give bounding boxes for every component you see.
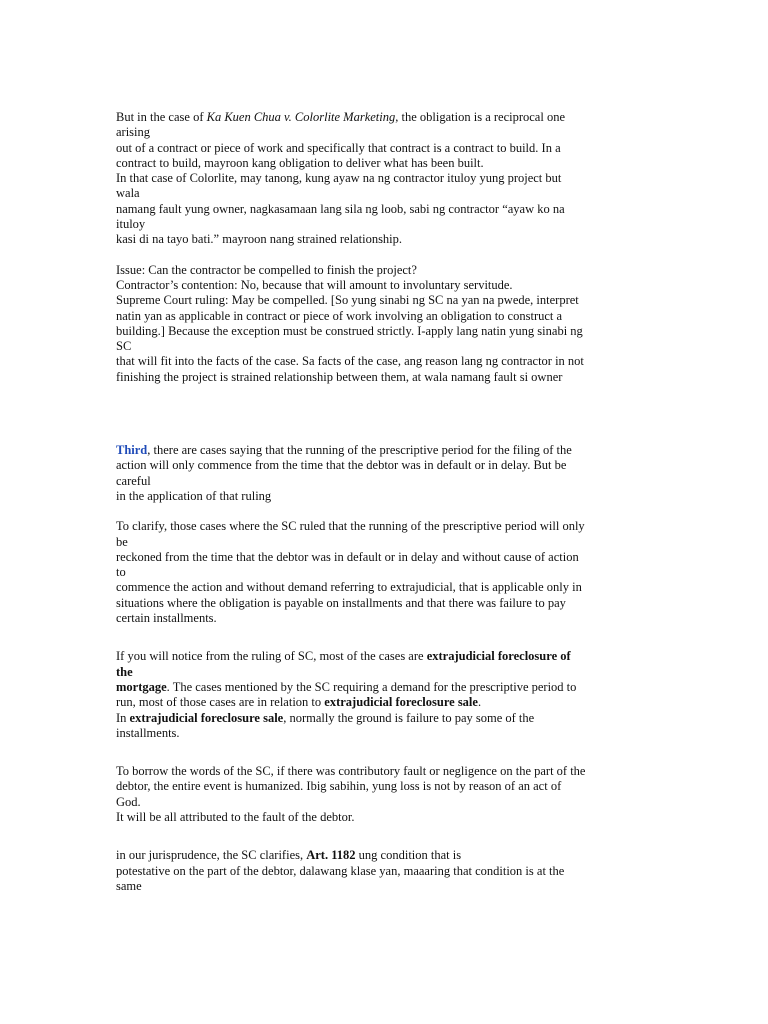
text-line: installments. xyxy=(116,725,180,740)
text-line: reckoned from the time that the debtor was in default or in delay and without cause of action xyxy=(116,549,579,564)
text-run: , normally the ground is failure to pay some of the xyxy=(283,710,535,725)
text-run: If you will notice from the ruling of SC, most of the cases are xyxy=(116,649,427,664)
paragraph-clarify xyxy=(116,519,656,626)
text-line: same xyxy=(116,878,142,893)
text-line: finishing the project is strained relationship between them, at wala namang fault si owner xyxy=(116,369,563,384)
text-line: kasi di na tayo bati.” mayroon nang strained relationship. xyxy=(116,232,403,247)
bold-term: mortgage xyxy=(116,679,167,694)
text-run: . The cases mentioned by the SC requiring a demand for the prescriptive period to xyxy=(166,679,577,694)
paragraph-art-1182 xyxy=(116,848,656,894)
text-line: ituloy xyxy=(116,217,146,232)
article-reference: Art. 1182 xyxy=(306,848,356,863)
text-run: in our jurisprudence, the SC clarifies, xyxy=(116,848,307,863)
spacer xyxy=(116,504,656,519)
text-line: To borrow the words of the SC, if there was contributory fault or negligence on the part of the xyxy=(116,764,586,779)
text-line: in the application of that ruling xyxy=(116,488,272,503)
bold-term: extrajudicial foreclosure sale xyxy=(324,695,478,710)
text-line: that will fit into the facts of the case. Sa facts of the case, ang reason lang ng contractor in not xyxy=(116,354,584,369)
text-line: building.] Because the exception must be construed strictly. I-apply lang natin yung sinabi ng xyxy=(116,323,583,338)
text-line: to xyxy=(116,565,126,580)
text-run: But in the case of xyxy=(116,110,207,124)
text-line: natin yan as applicable in contract or piece of work involving an obligation to construct a xyxy=(116,308,563,323)
bold-term: the xyxy=(116,664,133,679)
bold-term: extrajudicial foreclosure sale xyxy=(129,710,284,725)
paragraph-issue xyxy=(116,263,656,385)
text-line: certain installments. xyxy=(116,611,217,626)
text-line: Supreme Court ruling: May be compelled. [So yung sinabi ng SC na yan na pwede, interpret xyxy=(116,293,579,308)
text-line: potestative on the part of the debtor, dalawang klase yan, maaaring that condition is at the xyxy=(116,863,565,878)
text-line: To clarify, those cases where the SC ruled that the running of the prescriptive period will only xyxy=(116,519,585,534)
text-line: God. xyxy=(116,794,141,809)
text-run: , there are cases saying that the running of the prescriptive period for the filing of the xyxy=(147,443,572,458)
case-name: Ka Kuen Chua v. Colorlite Marketing xyxy=(206,110,396,124)
text-line xyxy=(116,110,656,125)
bold-term: extrajudicial foreclosure of xyxy=(426,649,571,664)
paragraph-third xyxy=(116,443,656,504)
text-line xyxy=(116,695,656,710)
text-line: action will only commence from the time that the debtor was in default or in delay. But be xyxy=(116,458,567,473)
text-line: arising xyxy=(116,125,151,140)
text-run: run, most of those cases are in relation to xyxy=(116,695,325,710)
text-line: Contractor’s contention: No, because that will amount to involuntary servitude. xyxy=(116,277,513,292)
section-label-third: Third xyxy=(116,443,148,458)
document-page xyxy=(116,110,656,894)
text-line: careful xyxy=(116,473,151,488)
text-run: . xyxy=(477,695,482,710)
text-line: commence the action and without demand referring to extrajudicial, that is applicable only in xyxy=(116,580,582,595)
text-line xyxy=(116,443,656,458)
text-line: namang fault yung owner, nagkasamaan lang sila ng loob, sabi ng contractor “ayaw ko na xyxy=(116,201,565,216)
text-run: ung condition that is xyxy=(355,848,462,863)
text-line xyxy=(116,711,656,726)
text-line: situations where the obligation is payable on installments and that there was failure to pay xyxy=(116,595,566,610)
paragraph-contributory-fault xyxy=(116,764,656,825)
spacer xyxy=(116,825,656,848)
text-line xyxy=(116,649,656,664)
text-line: It will be all attributed to the fault of the debtor. xyxy=(116,809,355,824)
text-line: debtor, the entire event is humanized. Ibig sabihin, yung loss is not by reason of an act of xyxy=(116,779,562,794)
paragraph-colorlite xyxy=(116,110,656,248)
spacer xyxy=(116,385,656,443)
text-line: contract to build, mayroon kang obligation to deliver what has been built. xyxy=(116,155,484,170)
text-line: wala xyxy=(116,186,140,201)
text-line: In that case of Colorlite, may tanong, kung ayaw na ng contractor ituloy yung project but xyxy=(116,171,562,186)
text-line: be xyxy=(116,534,128,549)
paragraph-foreclosure xyxy=(116,649,656,741)
spacer xyxy=(116,741,656,764)
text-line: SC xyxy=(116,339,132,354)
spacer xyxy=(116,626,656,649)
spacer xyxy=(116,248,656,263)
text-line: Issue: Can the contractor be compelled to finish the project? xyxy=(116,262,417,277)
text-run: , the obligation is a reciprocal one xyxy=(395,110,565,124)
text-line: out of a contract or piece of work and specifically that contract is a contract to build. In a xyxy=(116,140,561,155)
text-line xyxy=(116,848,656,863)
text-run: In xyxy=(116,710,130,725)
text-line xyxy=(116,680,656,695)
